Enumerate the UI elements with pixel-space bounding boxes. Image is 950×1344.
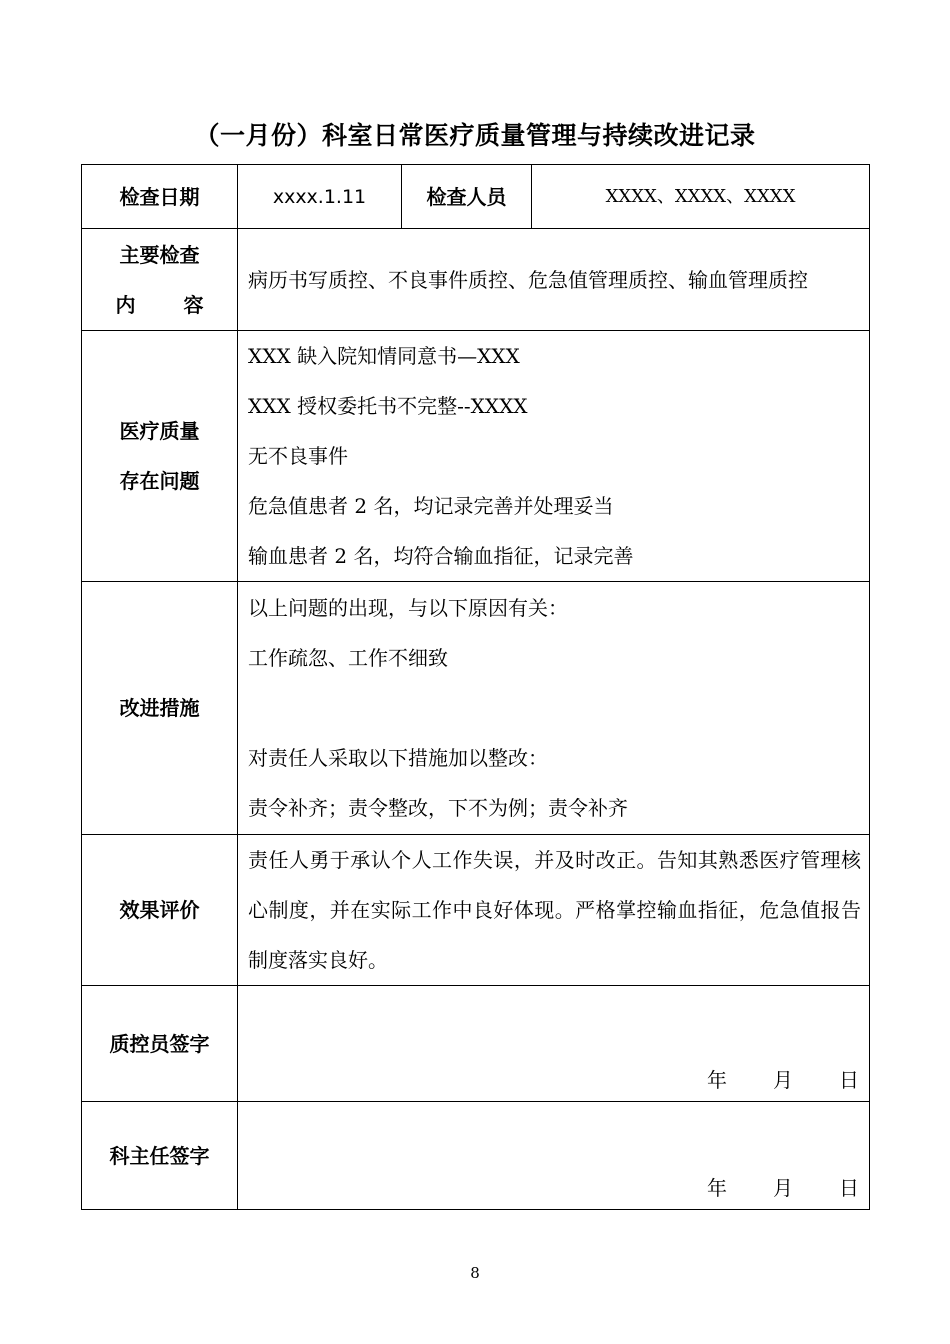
day-label: 日	[839, 1068, 859, 1092]
month-label: 月	[773, 1068, 793, 1092]
row-evaluation	[82, 835, 870, 986]
row-qc-signature	[82, 986, 870, 1102]
qc-signature-area	[238, 986, 870, 1102]
qc-signature-date	[707, 1064, 859, 1093]
document-title: （一月份）科室日常医疗质量管理与持续改进记录	[194, 121, 756, 150]
problem-line: XXX 授权委托书不完整--XXXX	[248, 394, 528, 418]
problems-value	[238, 331, 870, 582]
improvement-line: 以上问题的出现，与以下原因有关：	[248, 596, 568, 620]
inspection-date-label: 检查日期	[82, 165, 238, 229]
director-signature-area	[238, 1102, 870, 1210]
evaluation-label: 效果评价	[82, 835, 238, 986]
inspectors-value: XXXX、XXXX、XXXX	[532, 165, 870, 229]
main-content-label-line1: 主要检查	[119, 242, 200, 267]
main-content-value: 病历书写质控、不良事件质控、危急值管理质控、输血管理质控	[238, 229, 870, 331]
qc-signature-label: 质控员签字	[82, 986, 238, 1102]
inspectors-label: 检查人员	[402, 165, 532, 229]
evaluation-value: 责任人勇于承认个人工作失误，并及时改正。告知其熟悉医疗管理核心制度，并在实际工作中良好体现。严格掌控输血指征，危急值报告制度落实良好。	[238, 835, 870, 986]
row-inspection-info	[82, 165, 870, 229]
year-label: 年	[707, 1176, 727, 1200]
page-number: 8	[470, 1264, 480, 1282]
director-signature-date	[707, 1172, 859, 1201]
main-content-label-line2: 内容	[115, 292, 204, 317]
problem-line: 输血患者 2 名，均符合输血指征，记录完善	[248, 544, 634, 568]
problems-label	[82, 331, 238, 582]
day-label: 日	[839, 1176, 859, 1200]
main-content-label	[82, 229, 238, 331]
improvement-value	[238, 582, 870, 835]
problem-line: 危急值患者 2 名，均记录完善并处理妥当	[248, 494, 614, 518]
row-main-content	[82, 229, 870, 331]
month-label: 月	[773, 1176, 793, 1200]
problem-line: 无不良事件	[248, 444, 348, 468]
row-improvement	[82, 582, 870, 835]
improvement-blank-line	[248, 683, 861, 733]
year-label: 年	[707, 1068, 727, 1092]
inspection-date-value: xxxx.1.11	[238, 165, 402, 229]
problems-label-line2: 存在问题	[119, 469, 200, 493]
problem-line: XXX 缺入院知情同意书—XXX	[248, 344, 520, 368]
director-signature-label: 科主任签字	[82, 1102, 238, 1210]
row-problems	[82, 331, 870, 582]
improvement-line: 工作疏忽、工作不细致	[248, 646, 448, 670]
improvement-line: 责令补齐；责令整改，下不为例；责令补齐	[248, 796, 628, 820]
improvement-label: 改进措施	[82, 582, 238, 835]
problems-label-line1: 医疗质量	[119, 419, 200, 443]
record-table	[81, 164, 870, 1210]
row-director-signature	[82, 1102, 870, 1210]
improvement-line: 对责任人采取以下措施加以整改：	[248, 746, 548, 770]
